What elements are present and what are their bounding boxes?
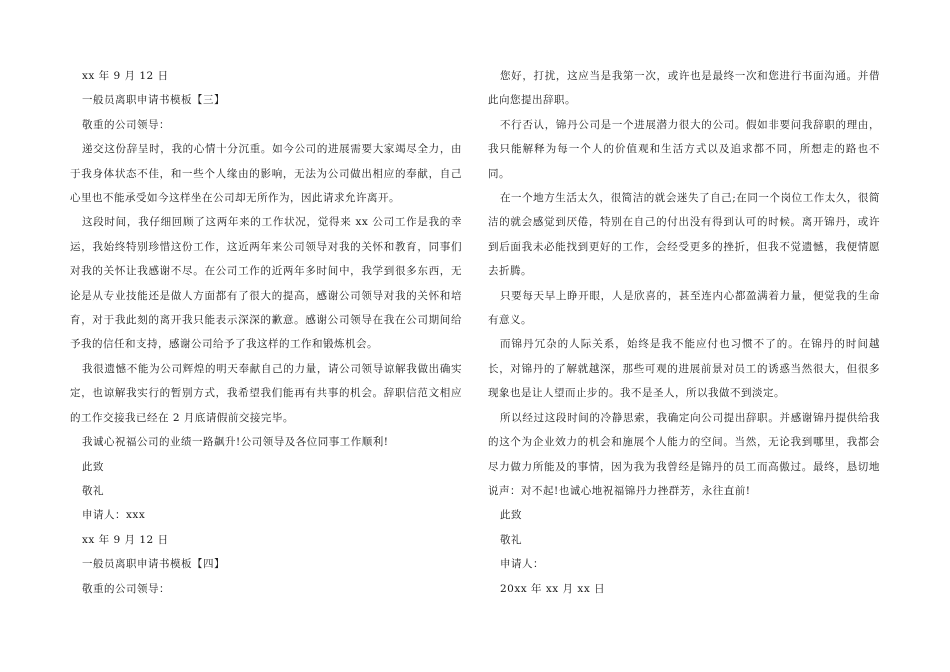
body-paragraph: 而锦丹冗杂的人际关系，始终是我不能应付也习惯不了的。在锦丹的时间越长，对锦丹的了解就越深，那些可观的进展前景对员工的诱惑当然很大，但很多现象也是让人望而止步的。我不是圣人，所以我做不到淡定。 xyxy=(488,338,880,400)
applicant-line: 申请人：xxx xyxy=(82,509,146,522)
body-paragraph: 您好，打扰，这应当是我第一次，或许也是最终一次和您进行书面沟通。并借此向您提出辞职。 xyxy=(488,70,880,107)
body-paragraph: 递交这份辞呈时，我的心情十分沉重。如今公司的进展需要大家竭尽全力，由于我身体状态不佳，和一些个人缘由的影响，无法为公司做出相应的奉献，自己心里也不能承受如今这样坐在公司却无所作为，因此请求允许离开。 xyxy=(70,143,462,205)
body-paragraph: 所以经过这段时间的冷静思索，我确定向公司提出辞职。并感谢锦丹提供给我的这个为企业效力的机会和施展个人能力的空间。当然，无论我到哪里，我都会尽力做力所能及的事情，因为我为我曾经是锦丹的员工而高傲过。最终，恳切地说声：对不起!也诚心地祝福锦丹力挫群芳，永往直前! xyxy=(488,411,880,497)
left-column xyxy=(70,64,462,601)
body-paragraph: 我很遗憾不能为公司辉煌的明天奉献自己的力量，请公司领导谅解我做出确实定，也谅解我实行的暂别方式，我希望我们能再有共事的机会。辞职信范文相应的工作交接我已经在 2 月底请假前交接完毕。 xyxy=(70,362,462,424)
date-line: xx 年 9 月 12 日 xyxy=(82,533,169,546)
body-paragraph: 在一个地方生活太久，很简洁的就会迷失了自己;在同一个岗位工作太久，很简洁的就会感觉到厌倦，特别在自己的付出没有得到认可的时候。离开锦丹，或许到后面我未必能找到更好的工作，会经受更多的挫折，但我不觉遗憾，我便情愿去折腾。 xyxy=(488,192,880,278)
salutation: 敬重的公司领导： xyxy=(82,118,170,131)
body-paragraph: 不行否认，锦丹公司是一个进展潜力很大的公司。假如非要问我辞职的理由，我只能解释为每一个人的价值观和生活方式以及追求都不同，所想走的路也不同。 xyxy=(488,118,880,180)
body-paragraph: 只要每天早上睁开眼，人是欣喜的，甚至连内心都盈满着力量，便觉我的生命有意义。 xyxy=(488,289,880,327)
salutation: 敬重的公司领导： xyxy=(82,582,170,595)
closing-line: 此致 xyxy=(500,509,522,522)
applicant-line: 申请人： xyxy=(500,558,544,571)
template-heading: 一般员离职申请书模板【三】 xyxy=(82,94,225,107)
body-paragraph: 这段时间，我仔细回顾了这两年来的工作状况，觉得来 xx 公司工作是我的幸运，我始终特别珍惜这份工作，这近两年来公司领导对我的关怀和教育，同事们对我的关怀让我感谢不尽。在公司工作的近两年多时间中，我学到很多东西，无论是从专业技能还是做人方面都有了很大的提高，感谢公司领导对我的关怀和培育，对于我此刻的离开我只能表示深深的歉意。感谢公司领导在我在公司期间给予我的信任和支持，感谢公司给予了我这样的工作和锻炼机会。 xyxy=(70,216,462,351)
closing-line: 敬礼 xyxy=(500,533,522,546)
closing-line: 此致 xyxy=(82,460,104,473)
closing-line: 敬礼 xyxy=(82,484,104,497)
right-column xyxy=(488,64,880,601)
template-heading: 一般员离职申请书模板【四】 xyxy=(82,558,225,571)
date-line: 20xx 年 xx 月 xx 日 xyxy=(500,582,606,595)
date-line: xx 年 9 月 12 日 xyxy=(82,70,169,82)
body-paragraph: 我诚心祝福公司的业绩一路飙升!公司领导及各位同事工作顺利! xyxy=(82,436,389,449)
